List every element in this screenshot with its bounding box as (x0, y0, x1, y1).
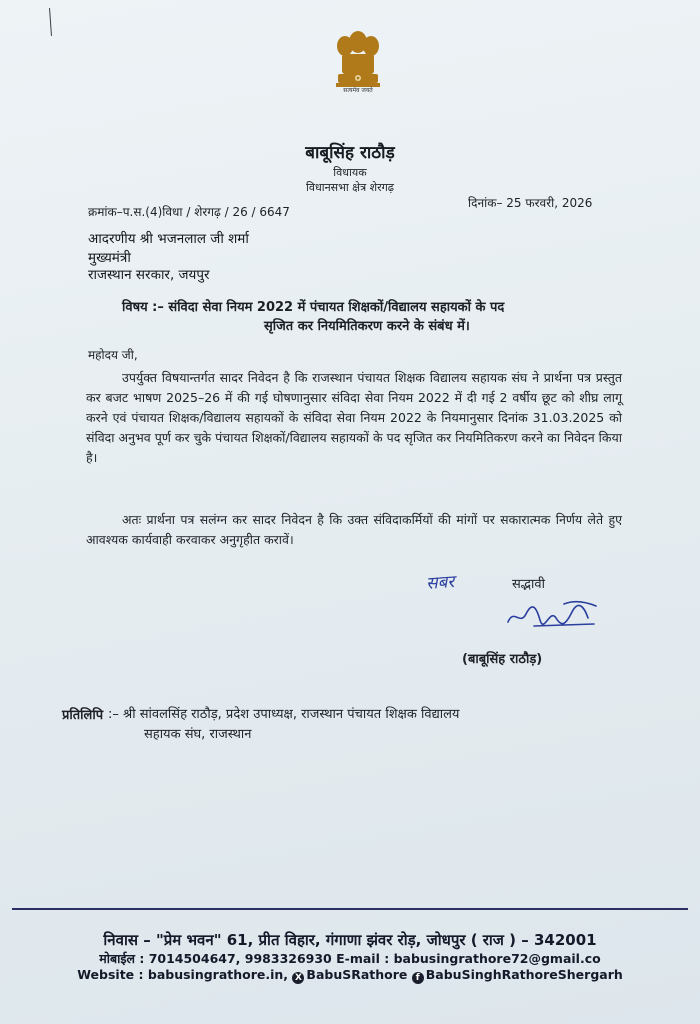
letterhead-designation: विधायक (333, 166, 367, 179)
letterhead-constituency: विधानसभा क्षेत्र शेरगढ़ (305, 181, 395, 194)
subject-line-1: विषय :– संविदा सेवा नियम 2022 में पंचायत शिक्षकों/विद्यालय सहायकों के पद (122, 300, 505, 315)
footer-facebook: BabuSinghRathoreShergarh (425, 967, 623, 982)
body-paragraph-2: अतः प्रार्थना पत्र सलंग्न कर सादर निवेदन है कि उक्त संविदाकर्मियों की मांगों पर सकारात्मक निर्णय लेते हुए आवश्यक कार्यवाही करवाकर अनुगृहीत करावें। (86, 512, 622, 547)
twitter-icon: X (292, 972, 304, 984)
footer-twitter: BabuSRathore (306, 967, 408, 982)
salutation: महोदय जी, (88, 348, 138, 362)
facebook-icon: f (412, 972, 424, 984)
letterhead-name: बाबूसिंह राठौड़ (305, 143, 395, 163)
closing-word: सद्भावी (512, 577, 546, 592)
footer-website: Website : babusingrathore.in, (77, 967, 289, 982)
subject-line (122, 298, 642, 336)
letter-date: दिनांक– 25 फरवरी, 2026 (468, 196, 593, 210)
copy-line-1: :– श्री सांवलसिंह राठौड़, प्रदेश उपाध्यक्ष, राजस्थान पंचायत शिक्षक विद्यालय (108, 707, 460, 722)
copy-recipient (108, 705, 638, 745)
copy-line-2: सहायक संघ, राजस्थान (144, 727, 252, 742)
addressee-name: आदरणीय श्री भजनलाल जी शर्मा (88, 231, 249, 247)
subject-line-2: सृजित कर नियमितिकरण करने के संबंध में। (264, 319, 470, 334)
body-paragraph-1: उपर्युक्त विषयान्तर्गत सादर निवेदन है कि राजस्थान पंचायत शिक्षक विद्यालय सहायक संघ ने प्रार्थना पत्र प्रस्तुत कर बजट भाषण 2025–26 में की गई घोषणानुसार संविदा सेवा नियम 2022 में दी गई 2 वर्षीय छूट को शीघ्र लागू करने एवं पंचायत शिक्षक/विद्यालय सहायकों के संविदा सेवा नियम 2022 के नियमानुसार दिनांक 31.03.2025 को संविदा अनुभव पूर्ण कर चुके पंचायत शिक्षकों/विद्यालय सहायकों के पद सृजित कर नियमितिकरण करने का निवेदन किया है। (86, 370, 622, 465)
footer-mobile: मोबाईल : 7014504647, 9983326930 (99, 951, 332, 966)
footer-divider (12, 908, 688, 910)
handwritten-signature (504, 596, 604, 632)
emblem-caption: सत्यमेव जयते (343, 87, 373, 94)
footer-contact (0, 950, 700, 967)
signer-name: (बाबूसिंह राठौड़) (462, 652, 543, 667)
footer-email: E-mail : babusingrathore72@gmail.co (336, 951, 601, 966)
copy-label: प्रतिलिपि (62, 708, 104, 723)
addressee-office: राजस्थान सरकार, जयपुर (88, 267, 210, 283)
pen-mark (49, 8, 52, 36)
initials: सबर (425, 572, 455, 594)
reference-number: क्रमांक–प.स.(4)विधा / शेरगढ़ / 26 / 6647 (88, 205, 290, 219)
footer-residence: निवास – "प्रेम भवन" 61, प्रीत विहार, गंगाणा झंवर रोड़, जोधपुर ( राज ) – 342001 (103, 931, 597, 949)
footer-web (0, 967, 700, 984)
addressee-title: मुख्यमंत्री (88, 250, 131, 266)
